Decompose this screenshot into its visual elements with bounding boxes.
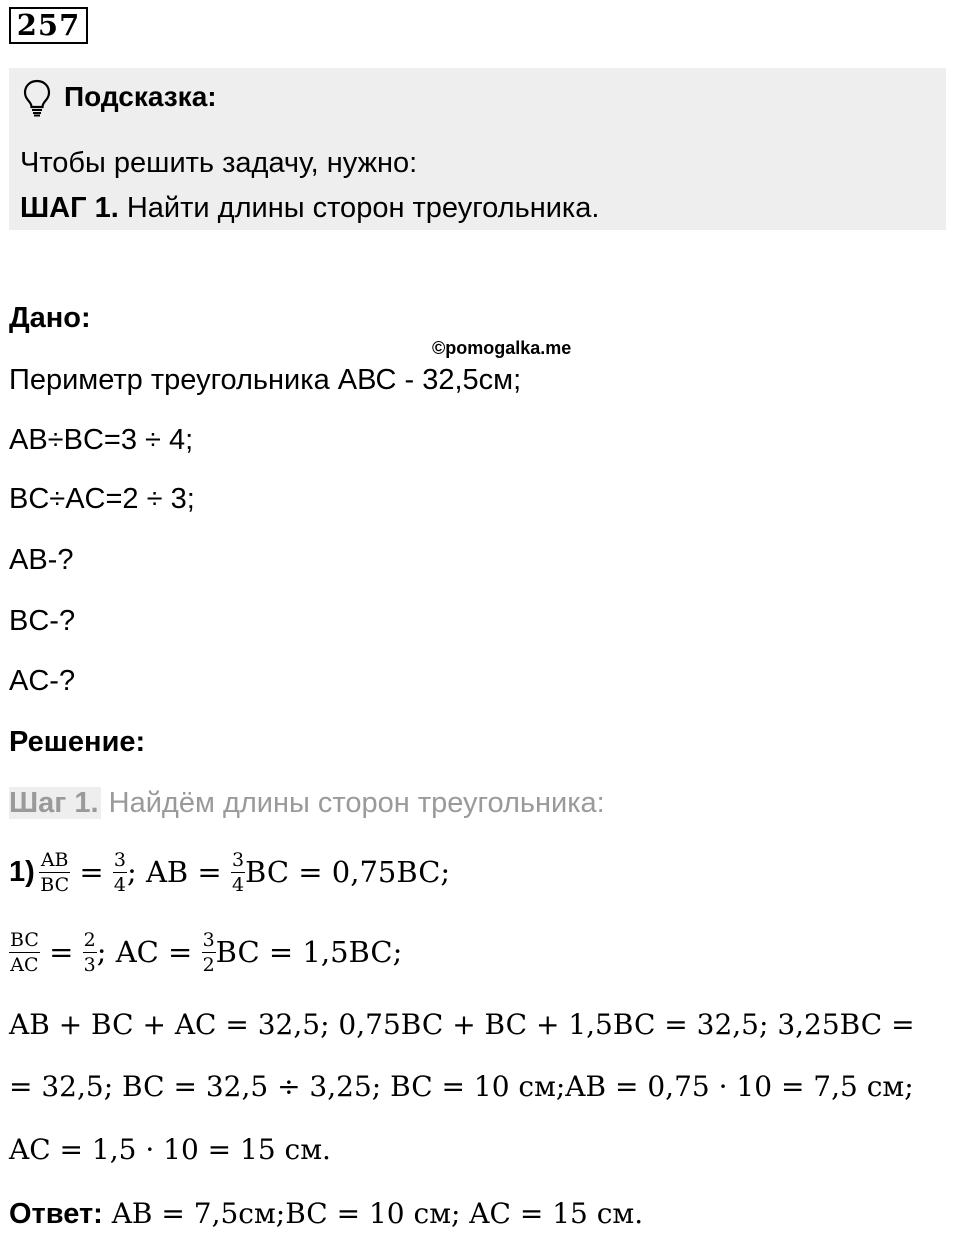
equals-sign: = [39,935,83,969]
equation-text: ; AC = [96,935,202,969]
fraction-3-4-coef [231,848,245,897]
fraction-numerator: AB [40,848,69,871]
given-line-find-bc: BC-? [9,605,76,637]
given-title: Дано: [9,302,91,334]
solution-line-5: AC = 1,5 · 10 = 15 см. [9,1133,331,1166]
answer-label: Ответ: [9,1198,103,1230]
fraction-numerator: 2 [83,928,96,951]
fraction-denominator: BC [40,873,70,896]
fraction-numerator: BC [10,928,39,951]
hint-step-label: ШАГ 1. [20,192,119,224]
given-line-ratio-ab-bc: AB÷BC=3 ÷ 4; [9,424,194,456]
given-line-ratio-bc-ac: BC÷AC=2 ÷ 3; [9,483,195,515]
answer [9,1195,643,1238]
solution-step-label: Шаг 1. [9,787,99,819]
answer-text: AB = 7,5см;BC = 10 см; AC = 15 см. [102,1197,644,1230]
equation-text: BC = 0,75BC; [245,855,451,889]
solution-line-4: = 32,5; BC = 32,5 ÷ 3,25; BC = 10 см;AB = 0,75 · 10 = 7,5 см; [9,1070,914,1103]
equation-text: ; AB = [126,855,231,889]
lightbulb-icon [22,79,52,117]
fraction-3-4 [113,848,127,897]
solution-line-3: AB + BC + AC = 32,5; 0,75BC + BC + 1,5BC = 32,5; 3,25BC = [9,1008,915,1041]
watermark: ©pomogalka.me [432,338,572,358]
fraction-numerator: 3 [231,848,245,871]
solution-step-text: Найдём длины сторон треугольника: [100,787,605,819]
fraction-3-2-coef [202,928,216,977]
line1-prefix: 1) [9,856,35,888]
fraction-ab-bc [39,848,70,897]
given-line-perimeter: Периметр треугольника АВС - 32,5см; [9,364,522,396]
given-line-find-ab: AB-? [9,544,74,576]
problem-number: 257 [9,7,88,44]
solution-line-2 [9,922,402,982]
fraction-denominator: 3 [83,953,96,976]
solution-step [9,785,605,821]
fraction-numerator: 3 [113,848,126,871]
fraction-2-3 [83,928,97,977]
fraction-denominator: 2 [202,953,215,976]
equals-sign: = [70,855,113,889]
solution-title: Решение: [9,726,146,758]
fraction-numerator: 3 [202,928,215,951]
fraction-denominator: AC [10,953,39,976]
solution-line-1 [9,842,450,902]
hint-step [20,190,599,226]
hint-intro: Чтобы решить задачу, нужно: [20,147,418,179]
fraction-denominator: 4 [231,873,245,896]
given-line-find-ac: AC-? [9,665,76,697]
fraction-denominator: 4 [113,873,126,896]
hint-title: Подсказка: [64,81,217,112]
fraction-bc-ac [9,928,40,977]
hint-step-text: Найти длины сторон треугольника. [118,192,600,224]
equation-text: BC = 1,5BC; [215,935,403,969]
